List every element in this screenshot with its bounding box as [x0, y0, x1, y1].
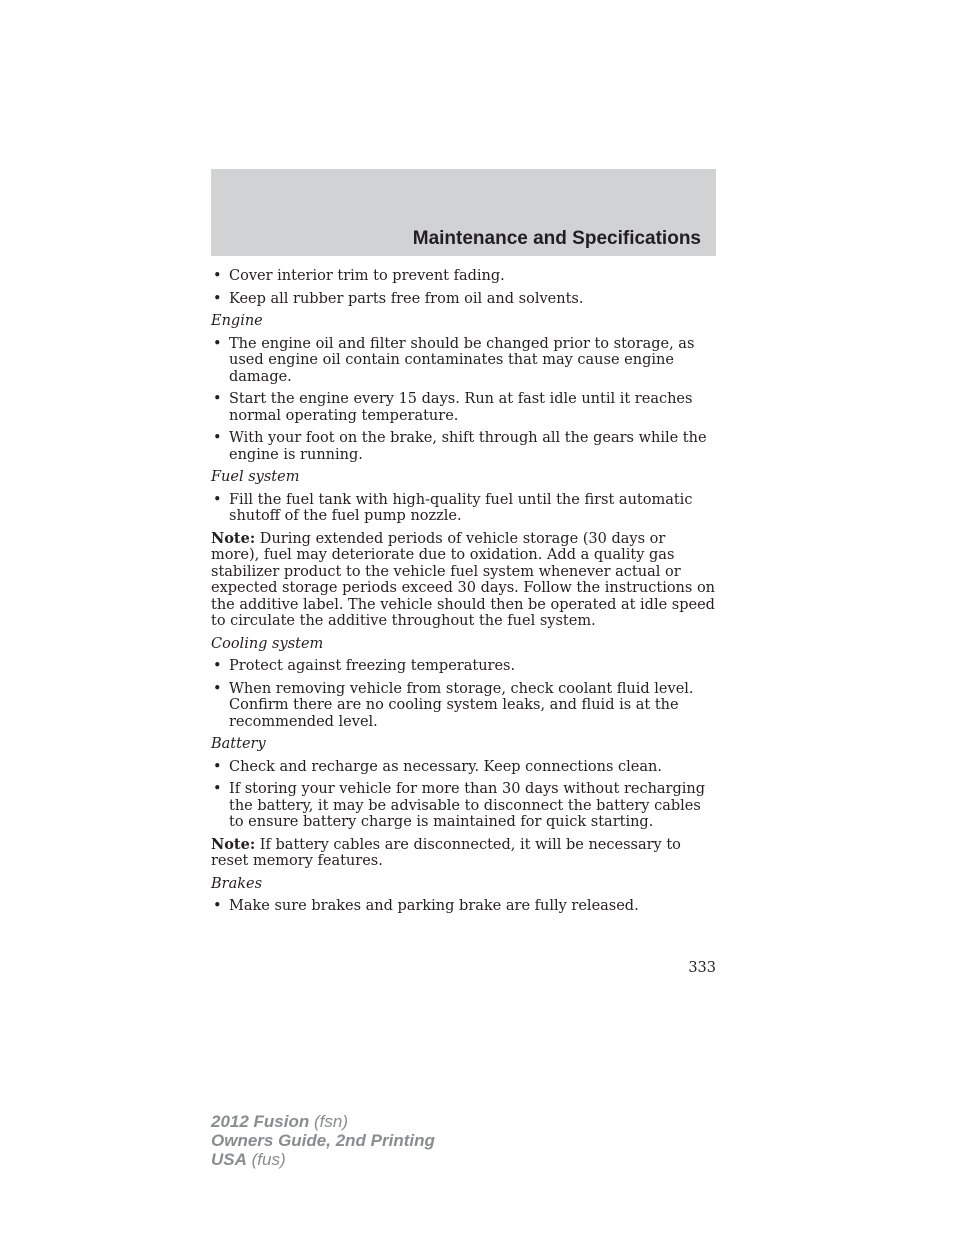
list-item-text: Cover interior trim to prevent fading. [229, 268, 505, 284]
footer-model-code: (fsn) [309, 1112, 348, 1131]
bullet-icon: • [213, 898, 222, 914]
bullet-icon: • [213, 268, 222, 284]
subheading-cooling-system: Cooling system [211, 635, 324, 652]
bullet-icon: • [213, 658, 222, 674]
section-title: Maintenance and Specifications [412, 228, 701, 249]
list-item [211, 268, 716, 285]
list-item-text: Make sure brakes and parking brake are fully released. [229, 898, 639, 914]
list-item [211, 492, 716, 525]
list-item [211, 391, 716, 424]
bullet-icon: • [213, 781, 222, 797]
list-item [211, 681, 716, 731]
list-item-text: When removing vehicle from storage, check coolant fluid level. Confirm there are no cooling system leaks, and fluid is at the recommended level. [229, 680, 694, 730]
list-item [211, 336, 716, 386]
bullet-icon: • [213, 391, 222, 407]
bullet-icon: • [213, 491, 222, 508]
section-header-band [211, 169, 716, 256]
list-item-text: Keep all rubber parts free from oil and solvents. [229, 290, 584, 307]
list-item-text: With your foot on the brake, shift through all the gears while the engine is running. [229, 430, 707, 463]
list-item [211, 430, 716, 463]
footer-region: USA [211, 1150, 247, 1169]
footer-line-guide [211, 1131, 435, 1150]
bullet-icon: • [213, 290, 222, 307]
bullet-icon: • [213, 430, 222, 446]
footer-region-code: (fus) [246, 1150, 286, 1169]
bullet-icon: • [213, 335, 222, 352]
list-item-text: Start the engine every 15 days. Run at fast idle until it reaches normal operating temperature. [229, 391, 693, 424]
page-number: 333 [688, 960, 716, 976]
footer-line-region [211, 1150, 435, 1169]
note-label: Note: [211, 529, 256, 547]
list-item-text: Check and recharge as necessary. Keep connections clean. [229, 758, 662, 775]
bullet-icon: • [213, 680, 222, 697]
list-item-text: The engine oil and filter should be changed prior to storage, as used engine oil contain contaminates that may cause engine damage. [229, 335, 695, 385]
list-item [211, 291, 716, 308]
note-text: During extended periods of vehicle storage (30 days or more), fuel may deteriorate due to oxidation. Add a quality gas stabilizer product to the vehicle fuel system whenever actual or expected storage periods exceed 30 days. Follow the instructions on the additive label. The vehicle should then be operated at idle speed to circulate the additive throughout the fuel system. [211, 530, 716, 629]
note-fuel [211, 531, 716, 630]
note-battery [211, 837, 716, 870]
list-item-text: If storing your vehicle for more than 30 days without recharging the battery, it may be advisable to disconnect the battery cables to ensure battery charge is maintained for quick starting. [229, 781, 706, 830]
list-item [211, 759, 716, 776]
list-item [211, 781, 716, 831]
subheading-brakes: Brakes [211, 875, 263, 892]
subheading-engine: Engine [211, 313, 263, 329]
list-item [211, 658, 716, 675]
footer-model: 2012 Fusion [211, 1112, 310, 1131]
subheading-battery: Battery [211, 736, 266, 752]
footer-guide: Owners Guide, 2nd Printing [211, 1131, 435, 1150]
footer-line-model [211, 1112, 435, 1131]
note-label: Note: [211, 835, 256, 853]
note-text: If battery cables are disconnected, it will be necessary to reset memory features. [211, 836, 681, 869]
list-item [211, 898, 716, 915]
page-content [211, 268, 716, 921]
list-item-text: Protect against freezing temperatures. [229, 658, 516, 674]
subheading-fuel-system: Fuel system [211, 469, 300, 485]
document-footer [211, 1112, 435, 1169]
bullet-icon: • [213, 758, 222, 775]
list-item-text: Fill the fuel tank with high-quality fuel until the first automatic shutoff of the fuel pump nozzle. [229, 491, 693, 524]
